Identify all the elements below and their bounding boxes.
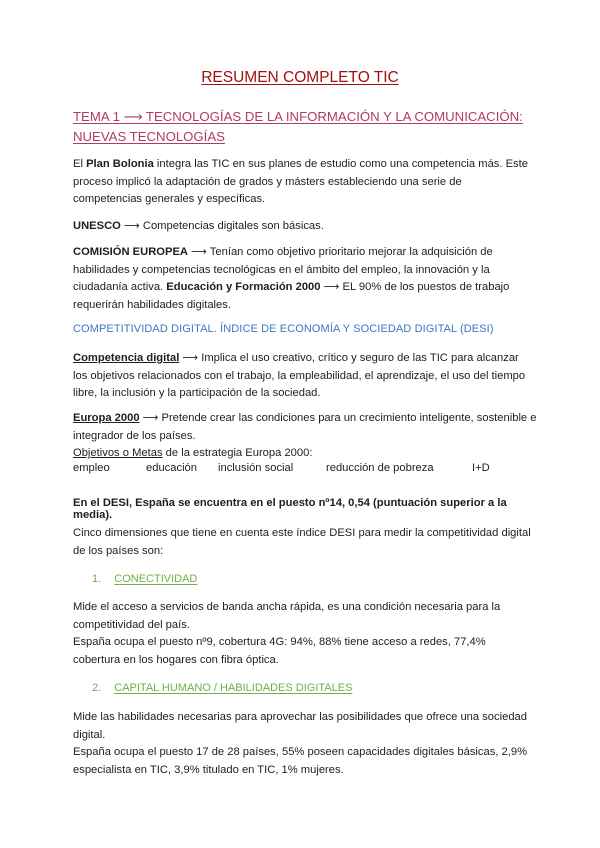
text-run: EL 90% de los puestos de trabajo requerirán habilidades digitales. [73,281,510,311]
objetivos-label: Objetivos o Metas [73,447,163,460]
paragraph-competencia [73,350,533,403]
arrow-icon: ⟶ [123,220,140,232]
dimension-number: 1. [92,573,102,585]
text-run: Tenían como objetivo prioritario mejorar la adquisición de habilidades y competencias tecnológicas en el ámbito del empleo, la innovación y la ciudadanía activa. [73,246,493,294]
dimension-label: CAPITAL HUMANO / HABILIDADES DIGITALES [114,682,353,694]
dimension-heading [92,573,197,585]
text-run: El [73,158,87,170]
comision-label: COMISIÓN EUROPEA [73,246,188,258]
desi-line: En el DESI, España se encuentra en el puesto nº14, 0,54 (puntuación superior a la media). [73,497,507,521]
text-run: Mide el acceso a servicios de banda ancha rápida, es una condición necesaria para la competitividad del país. [73,601,501,631]
arrow-icon: ⟶ [323,281,340,294]
paragraph-comision [73,244,533,314]
objective-item: educación [146,462,198,474]
educacion-label: Educación y Formación 2000 [166,281,321,294]
unesco-label: UNESCO [73,220,121,232]
dimension-heading [92,682,352,694]
text-run: Pretende crear las condiciones para un crecimiento inteligente, sostenible e integrador de los países. [73,412,537,442]
plan-bolonia-label: Plan Bolonia [86,158,154,170]
objective-item: empleo [73,462,110,474]
section-subtitle: COMPETITIVIDAD DIGITAL. ÍNDICE DE ECONOMÍA Y SOCIEDAD DIGITAL (DESI) [73,323,494,335]
competencia-label: Competencia digital [73,352,180,364]
text-run: Competencias digitales son básicas. [139,220,324,232]
text-run: España ocupa el puesto nº9, cobertura 4G: 94%, 88% tiene acceso a redes, 77,4% cobertura en los hogares con fibra óptica. [73,636,486,666]
text-run: Implica el uso creativo, crítico y seguro de las TIC para alcanzar los objetivos relacionados con el trabajo, la empleabilidad, el aprendizaje, el uso del tiempo libre, la inclusión y la participación de la sociedad. [73,352,526,400]
document-title: RESUMEN COMPLETO TIC [201,69,399,86]
objective-item: reducción de pobreza [326,462,434,474]
dimension-label: CONECTIVIDAD [114,573,198,585]
paragraph-bolonia [73,156,533,209]
tema-prefix: TEMA 1 [73,109,120,124]
dimension-paragraph [73,709,533,779]
text-run: España ocupa el puesto 17 de 28 países, 55% poseen capacidades digitales básicas, 2,9% especialista en TIC, 3,9% titulado en TIC, 1% mujeres. [73,746,528,776]
arrow-icon: ⟶ [139,412,159,424]
text-run: integra las TIC en sus planes de estudio como una competencia más. Este proceso implicó la adaptación de grados y másters estableciendo una serie de competencias generales y específicas. [73,158,528,206]
europa-label: Europa 2000 [73,412,140,424]
dimension-paragraph [73,599,533,669]
text-run: de la estrategia Europa 2000: [162,447,313,460]
tema-heading [73,107,533,147]
paragraph-unesco [73,218,533,236]
paragraph-cinco: Cinco dimensiones que tiene en cuenta este índice DESI para medir la competitividad digital de los países son: [73,527,531,557]
arrow-icon: ⟶ [179,352,199,364]
paragraph-europa [73,410,543,463]
dimension-number: 2. [92,682,102,694]
objective-item: I+D [472,462,490,474]
text-run: Mide las habilidades necesarias para aprovechar las posibilidades que ofrece una sociedad digital. [73,711,528,741]
objective-item: inclusión social [218,462,294,474]
tema-text: TECNOLOGÍAS DE LA INFORMACIÓN Y LA COMUNICACIÓN: NUEVAS TECNOLOGÍAS [73,109,523,144]
arrow-icon: ⟶ [191,246,207,258]
arrow-icon: ⟶ [123,109,143,124]
